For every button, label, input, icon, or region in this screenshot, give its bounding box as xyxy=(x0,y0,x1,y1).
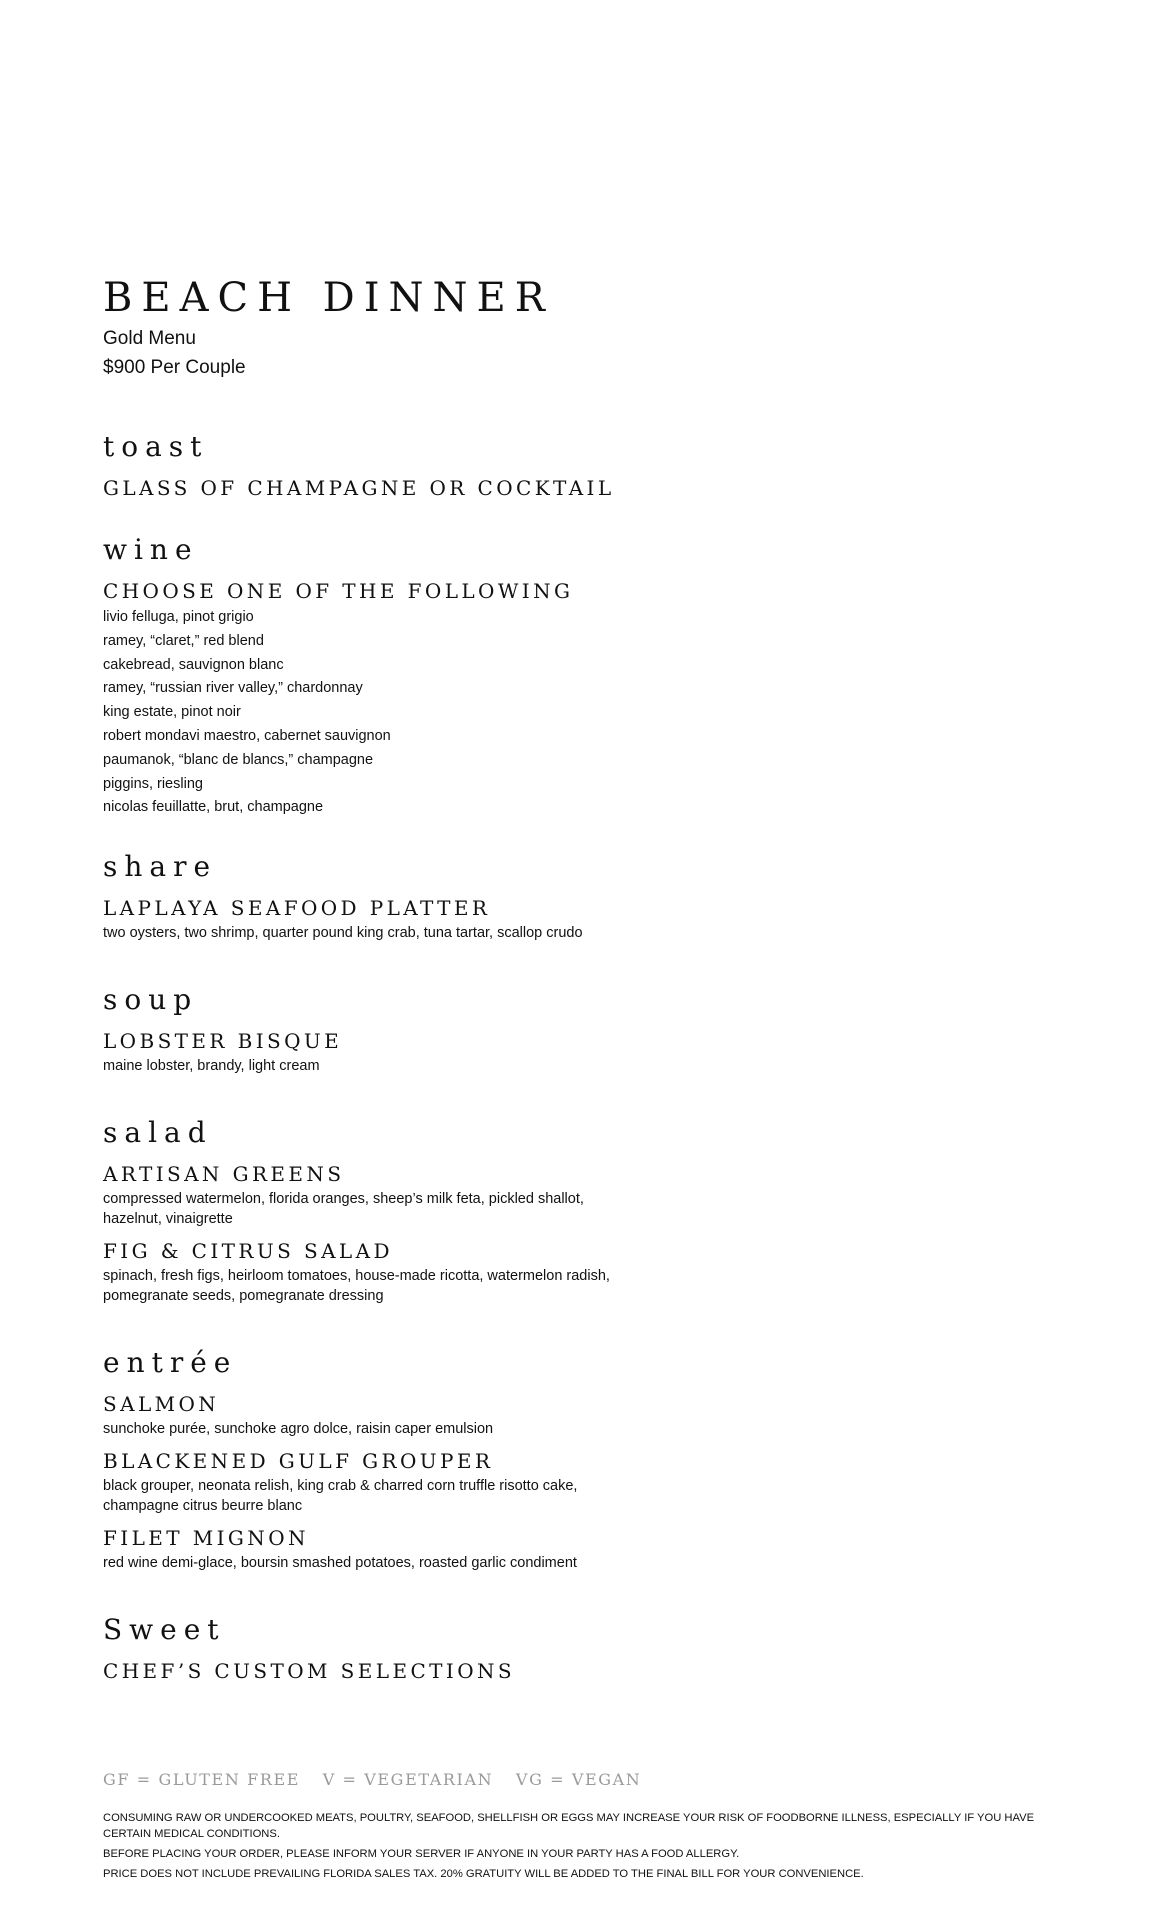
sweet-item: CHEF’S CUSTOM SELECTIONS xyxy=(103,1659,515,1684)
legend-vegetarian: V = VEGETARIAN xyxy=(322,1770,494,1789)
legend-gluten-free: GF = GLUTEN FREE xyxy=(103,1770,301,1789)
wine-option: ramey, “claret,” red blend xyxy=(103,632,264,649)
item-name: SALMON xyxy=(103,1392,220,1417)
dietary-legend xyxy=(103,1770,641,1789)
disclaimer-allergy: BEFORE PLACING YOUR ORDER, PLEASE INFORM YOUR SERVER IF ANYONE IN YOUR PARTY HAS A FOOD ALLERGY. xyxy=(103,1848,740,1860)
section-toast xyxy=(103,428,1083,501)
disclaimer-raw-food: CONSUMING RAW OR UNDERCOOKED MEATS, POULTRY, SEAFOOD, SHELLFISH OR EGGS MAY INCREASE YOUR RISK OF FOODBORNE ILLNESS, ESPECIALLY IF YOU HAVE CERTAIN MEDICAL CONDITIONS. xyxy=(103,1812,1035,1840)
wine-option: livio felluga, pinot grigio xyxy=(103,609,254,625)
menu-title: BEACH DINNER xyxy=(103,275,554,321)
section-wine xyxy=(103,531,1083,820)
menu-item xyxy=(103,895,1083,943)
menu-item xyxy=(103,1028,1083,1076)
section-heading-wine: wine xyxy=(103,533,199,566)
menu-price: $900 Per Couple xyxy=(103,357,246,378)
item-description-line: spinach, fresh figs, heirloom tomatoes, house-made ricotta, watermelon radish, xyxy=(103,1268,610,1285)
item-name: LOBSTER BISQUE xyxy=(103,1029,343,1054)
wine-option: piggins, riesling xyxy=(103,775,203,792)
item-description-line: champagne citrus beurre blanc xyxy=(103,1498,303,1515)
item-description: two oysters, two shrimp, quarter pound king crab, tuna tartar, scallop crudo xyxy=(103,925,583,942)
section-heading-share: share xyxy=(103,850,218,884)
wine-instruction: CHOOSE ONE OF THE FOLLOWING xyxy=(103,579,574,603)
menu-item xyxy=(103,1448,1083,1516)
section-heading-toast: toast xyxy=(103,430,209,463)
section-heading-salad: salad xyxy=(103,1116,213,1150)
disclaimer xyxy=(103,1810,1073,1886)
item-name: FIG & CITRUS SALAD xyxy=(103,1239,393,1264)
menu-item xyxy=(103,1525,1083,1573)
wine-option: nicolas feuillatte, brut, champagne xyxy=(103,799,324,816)
item-description-line: hazelnut, vinaigrette xyxy=(103,1211,233,1228)
item-description-line: pomegranate seeds, pomegranate dressing xyxy=(103,1288,384,1305)
section-soup xyxy=(103,981,1083,1076)
section-entree xyxy=(103,1344,1083,1573)
item-description-line: black grouper, neonata relish, king crab & charred corn truffle risotto cake, xyxy=(103,1478,578,1495)
item-name: FILET MIGNON xyxy=(103,1526,309,1551)
section-heading-sweet: Sweet xyxy=(103,1613,226,1647)
item-description-line: sunchoke purée, sunchoke agro dolce, raisin caper emulsion xyxy=(103,1421,494,1438)
menu-page xyxy=(103,272,1083,1684)
disclaimer-tax-gratuity: PRICE DOES NOT INCLUDE PREVAILING FLORIDA SALES TAX. 20% GRATUITY WILL BE ADDED TO THE FINAL BILL FOR YOUR CONVENIENCE. xyxy=(103,1868,864,1880)
wine-option: cakebread, sauvignon blanc xyxy=(103,656,284,673)
section-share xyxy=(103,848,1083,943)
menu-item xyxy=(103,1161,1083,1229)
legend-vegan: VG = VEGAN xyxy=(515,1770,642,1789)
wine-option: robert mondavi maestro, cabernet sauvignon xyxy=(103,727,391,744)
item-description: maine lobster, brandy, light cream xyxy=(103,1058,320,1075)
wine-option: king estate, pinot noir xyxy=(103,704,241,721)
wine-option: paumanok, “blanc de blancs,” champagne xyxy=(103,751,374,768)
section-salad xyxy=(103,1114,1083,1306)
menu-item xyxy=(103,1238,1083,1306)
wine-option: ramey, “russian river valley,” chardonnay xyxy=(103,680,363,697)
menu-item xyxy=(103,1391,1083,1439)
toast-item: GLASS OF CHAMPAGNE OR COCKTAIL xyxy=(103,476,615,500)
wine-list xyxy=(103,606,1083,820)
section-sweet xyxy=(103,1611,1083,1684)
item-name: ARTISAN GREENS xyxy=(103,1162,345,1187)
item-name: LAPLAYA SEAFOOD PLATTER xyxy=(103,896,491,921)
item-description-line: compressed watermelon, florida oranges, sheep’s milk feta, pickled shallot, xyxy=(103,1191,584,1208)
section-heading-soup: soup xyxy=(103,983,199,1017)
menu-name: Gold Menu xyxy=(103,328,196,349)
item-description-line: red wine demi-glace, boursin smashed potatoes, roasted garlic condiment xyxy=(103,1555,577,1572)
item-name: BLACKENED GULF GROUPER xyxy=(103,1449,494,1474)
section-heading-entree: entrée xyxy=(103,1346,238,1380)
